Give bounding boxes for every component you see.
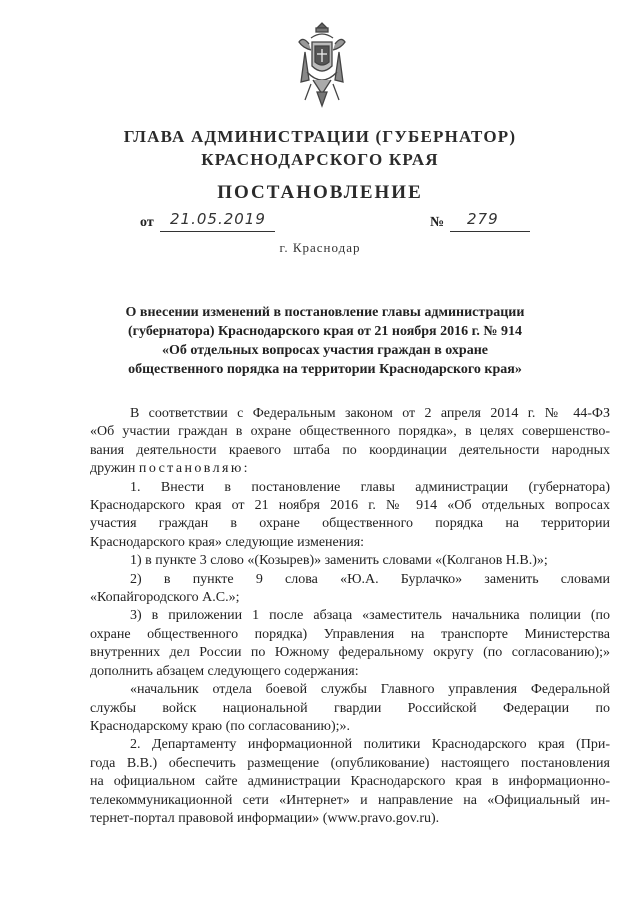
body-line: 2. Департаменту информационной политики Краснодарского края (При- <box>130 737 610 753</box>
body-line: «начальник отдела боевой службы Главного управления Федеральной <box>130 682 610 698</box>
body-line: года В.В.) обеспечить размещение (опубликование) настоящего постановления <box>90 755 610 771</box>
document-title <box>120 303 530 379</box>
title-line: «Об отдельных вопросах участия граждан в охране <box>162 343 488 358</box>
authority-title-line1: ГЛАВА АДМИНИСТРАЦИИ (ГУБЕРНАТОР) <box>123 127 517 146</box>
date-underline <box>160 231 275 232</box>
title-line: общественного порядка на территории Краснодарского края» <box>128 362 522 377</box>
decree-word: постановляю: <box>138 461 250 477</box>
city-name: г. Краснодар <box>279 240 361 255</box>
body-line: «Об участии граждан в охране общественного порядка», в целях совершенство- <box>90 424 610 440</box>
date-value: 21.05.2019 <box>170 210 266 228</box>
body-line: охране общественного порядка) Управления на транспорте Министерства <box>90 626 610 642</box>
body-line: дополнить абзацем следующего содержания: <box>90 663 359 679</box>
body-line: Краснодарского края» следующие изменения: <box>90 534 365 550</box>
body-line: Краснодарского края от 21 ноября 2016 г. № 914 «Об отдельных вопросах <box>90 498 610 514</box>
body-line: 1) в пункте 3 слово «(Козырев)» заменить словами «(Колганов Н.В.)»; <box>130 553 548 569</box>
body-line: вания деятельности краевого штаба по координации деятельности народных <box>90 442 610 458</box>
number-label: № <box>430 215 445 230</box>
document-body <box>90 405 610 828</box>
body-line: 2) в пункте 9 слова «Ю.А. Бурлачко» заменить словами <box>130 571 610 587</box>
body-line: службы войск национальной гвардии Российской Федерации по <box>90 700 610 716</box>
number-underline <box>450 231 530 232</box>
body-line: «Копайгородского А.С.»; <box>90 590 240 606</box>
authority-title-line2: КРАСНОДАРСКОГО КРАЯ <box>201 150 439 169</box>
body-line: тернет-портал правовой информации» (www.pravo.gov.ru). <box>90 810 440 826</box>
body-line: внутренних дел России по Южному федеральному округу (по согласованию);» <box>90 645 610 661</box>
date-label: от <box>140 215 154 230</box>
body-line: 3) в приложении 1 после абзаца «заместитель начальника полиции (по <box>130 608 610 624</box>
body-line: Краснодарскому краю (по согласованию);». <box>90 718 351 734</box>
number-value: 279 <box>467 210 499 228</box>
body-line: В соответствии с Федеральным законом от 2 апреля 2014 г. № 44-ФЗ <box>130 406 610 421</box>
body-line: телекоммуникационной сети «Интернет» и направление на «Официальный ин- <box>90 792 610 808</box>
document-type: ПОСТАНОВЛЕНИЕ <box>217 182 423 203</box>
coat-of-arms-icon <box>297 22 347 108</box>
title-line: О внесении изменений в постановление главы администрации <box>125 305 525 320</box>
body-line: участия граждан в охране общественного порядка на территории <box>90 516 610 532</box>
title-line: (губернатора) Краснодарского края от 21 ноября 2016 г. № 914 <box>128 324 522 339</box>
body-line: 1. Внести в постановление главы администрации (губернатора) <box>130 479 610 495</box>
body-text: дружин <box>90 461 139 477</box>
body-line: на официальном сайте администрации Краснодарского края в информационно- <box>90 774 610 790</box>
body-line <box>90 460 610 478</box>
